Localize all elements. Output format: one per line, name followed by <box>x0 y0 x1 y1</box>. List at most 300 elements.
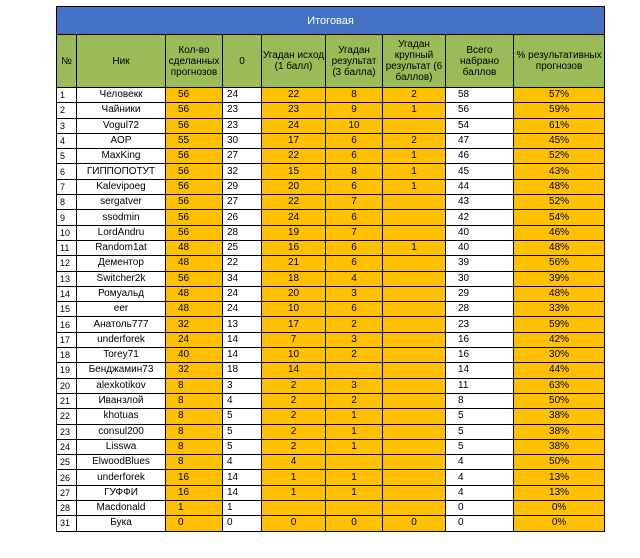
table-row <box>57 271 605 286</box>
cell-outcome: 22 <box>262 88 326 103</box>
cell-total: 44 <box>446 179 514 194</box>
cell-zero: 14 <box>223 332 262 347</box>
cell-outcome: 24 <box>262 210 326 225</box>
cell-made: 56 <box>166 164 223 179</box>
table-row <box>57 118 605 133</box>
cell-zero: 14 <box>223 348 262 363</box>
table-row <box>57 516 605 531</box>
table-row <box>57 439 605 454</box>
cell-made: 8 <box>166 439 223 454</box>
cell-num: 9 <box>57 210 77 225</box>
cell-outcome: 19 <box>262 225 326 240</box>
cell-zero: 24 <box>223 286 262 301</box>
cell-zero: 4 <box>223 393 262 408</box>
table-row <box>57 88 605 103</box>
cell-num: 19 <box>57 363 77 378</box>
cell-num: 8 <box>57 195 77 210</box>
cell-result: 6 <box>326 240 383 255</box>
cell-nick: Switcher2k <box>77 271 166 286</box>
table-row <box>57 348 605 363</box>
table-row <box>57 149 605 164</box>
header-num: № <box>57 35 77 88</box>
cell-nick: Vogul72 <box>77 118 166 133</box>
cell-num: 27 <box>57 485 77 500</box>
cell-num: 2 <box>57 103 77 118</box>
table-row <box>57 470 605 485</box>
cell-nick: ElwoodBlues <box>77 455 166 470</box>
cell-nick: Torey71 <box>77 348 166 363</box>
cell-nick: Lisswa <box>77 439 166 454</box>
cell-made: 0 <box>166 516 223 531</box>
header-pct: % результативных прогнозов <box>514 35 605 88</box>
cell-pct: 52% <box>514 149 605 164</box>
header-zero: 0 <box>223 35 262 88</box>
cell-nick: Macdonald <box>77 501 166 516</box>
cell-outcome: 10 <box>262 348 326 363</box>
cell-pct: 38% <box>514 409 605 424</box>
cell-big <box>383 332 446 347</box>
cell-nick: ssodmin <box>77 210 166 225</box>
header-outcome: Угадан исход (1 балл) <box>262 35 326 88</box>
cell-zero: 26 <box>223 210 262 225</box>
cell-pct: 43% <box>514 164 605 179</box>
cell-num: 7 <box>57 179 77 194</box>
header-nick: Ник <box>77 35 166 88</box>
cell-zero: 32 <box>223 164 262 179</box>
cell-total: 43 <box>446 195 514 210</box>
cell-made: 56 <box>166 103 223 118</box>
cell-num: 14 <box>57 286 77 301</box>
cell-nick: ГУФФИ <box>77 485 166 500</box>
cell-nick: Random1at <box>77 240 166 255</box>
cell-pct: 48% <box>514 240 605 255</box>
cell-pct: 56% <box>514 256 605 271</box>
cell-nick: Бука <box>77 516 166 531</box>
cell-pct: 45% <box>514 133 605 148</box>
cell-outcome: 22 <box>262 149 326 164</box>
table-row <box>57 409 605 424</box>
cell-outcome: 14 <box>262 363 326 378</box>
cell-pct: 13% <box>514 470 605 485</box>
cell-made: 56 <box>166 271 223 286</box>
cell-made: 56 <box>166 210 223 225</box>
cell-big <box>383 409 446 424</box>
cell-outcome: 2 <box>262 424 326 439</box>
results-table-container <box>56 6 604 532</box>
cell-total: 5 <box>446 409 514 424</box>
cell-nick: Человекк <box>77 88 166 103</box>
cell-made: 16 <box>166 470 223 485</box>
cell-pct: 38% <box>514 439 605 454</box>
cell-result: 4 <box>326 271 383 286</box>
cell-num: 1 <box>57 88 77 103</box>
cell-result: 6 <box>326 210 383 225</box>
table-row <box>57 179 605 194</box>
cell-big <box>383 118 446 133</box>
cell-zero: 28 <box>223 225 262 240</box>
cell-result: 3 <box>326 332 383 347</box>
cell-num: 16 <box>57 317 77 332</box>
cell-outcome: 1 <box>262 485 326 500</box>
cell-total: 30 <box>446 271 514 286</box>
cell-big: 1 <box>383 240 446 255</box>
cell-big <box>383 195 446 210</box>
cell-result: 1 <box>326 470 383 485</box>
cell-total: 14 <box>446 363 514 378</box>
cell-pct: 42% <box>514 332 605 347</box>
cell-result: 3 <box>326 286 383 301</box>
cell-num: 22 <box>57 409 77 424</box>
cell-result: 8 <box>326 88 383 103</box>
cell-outcome: 17 <box>262 133 326 148</box>
cell-outcome: 21 <box>262 256 326 271</box>
cell-outcome: 20 <box>262 179 326 194</box>
cell-nick: ГИППОПОТУТ <box>77 164 166 179</box>
cell-total: 4 <box>446 455 514 470</box>
cell-num: 28 <box>57 501 77 516</box>
cell-pct: 61% <box>514 118 605 133</box>
cell-total: 40 <box>446 240 514 255</box>
cell-made: 56 <box>166 149 223 164</box>
cell-nick: Дементор <box>77 256 166 271</box>
cell-nick: alexkotikov <box>77 378 166 393</box>
table-row <box>57 195 605 210</box>
cell-nick: underforek <box>77 332 166 347</box>
cell-made: 48 <box>166 256 223 271</box>
cell-made: 40 <box>166 348 223 363</box>
cell-nick: sergatver <box>77 195 166 210</box>
table-row <box>57 485 605 500</box>
table-row <box>57 240 605 255</box>
cell-pct: 50% <box>514 393 605 408</box>
table-row <box>57 501 605 516</box>
cell-nick: Бенджамин73 <box>77 363 166 378</box>
cell-result: 7 <box>326 195 383 210</box>
cell-total: 39 <box>446 256 514 271</box>
cell-total: 58 <box>446 88 514 103</box>
cell-zero: 0 <box>223 516 262 531</box>
cell-total: 16 <box>446 348 514 363</box>
cell-outcome: 22 <box>262 195 326 210</box>
cell-num: 5 <box>57 149 77 164</box>
cell-made: 48 <box>166 286 223 301</box>
table-row <box>57 286 605 301</box>
cell-nick: MaxKing <box>77 149 166 164</box>
cell-nick: Ромуальд <box>77 286 166 301</box>
cell-outcome: 15 <box>262 164 326 179</box>
cell-total: 0 <box>446 516 514 531</box>
cell-pct: 46% <box>514 225 605 240</box>
cell-pct: 52% <box>514 195 605 210</box>
cell-outcome: 23 <box>262 103 326 118</box>
cell-zero: 13 <box>223 317 262 332</box>
cell-total: 11 <box>446 378 514 393</box>
cell-pct: 54% <box>514 210 605 225</box>
cell-result: 7 <box>326 225 383 240</box>
cell-pct: 44% <box>514 363 605 378</box>
cell-pct: 13% <box>514 485 605 500</box>
cell-big <box>383 393 446 408</box>
cell-total: 4 <box>446 485 514 500</box>
cell-zero: 4 <box>223 455 262 470</box>
cell-result: 6 <box>326 302 383 317</box>
cell-total: 28 <box>446 302 514 317</box>
cell-total: 42 <box>446 210 514 225</box>
cell-result: 6 <box>326 133 383 148</box>
cell-made: 32 <box>166 317 223 332</box>
table-row <box>57 363 605 378</box>
cell-made: 8 <box>166 378 223 393</box>
cell-nick: khotuas <box>77 409 166 424</box>
cell-result: 2 <box>326 317 383 332</box>
cell-made: 55 <box>166 133 223 148</box>
cell-big <box>383 439 446 454</box>
header-row <box>57 35 605 88</box>
cell-outcome: 2 <box>262 409 326 424</box>
cell-result: 6 <box>326 256 383 271</box>
cell-num: 10 <box>57 225 77 240</box>
cell-made: 24 <box>166 332 223 347</box>
cell-zero: 3 <box>223 378 262 393</box>
cell-nick: consul200 <box>77 424 166 439</box>
cell-total: 16 <box>446 332 514 347</box>
table-row <box>57 164 605 179</box>
table-row <box>57 256 605 271</box>
cell-total: 56 <box>446 103 514 118</box>
table-row <box>57 302 605 317</box>
cell-result: 6 <box>326 179 383 194</box>
cell-result: 1 <box>326 439 383 454</box>
cell-result: 9 <box>326 103 383 118</box>
cell-zero: 27 <box>223 195 262 210</box>
cell-total: 5 <box>446 439 514 454</box>
cell-zero: 23 <box>223 118 262 133</box>
cell-zero: 22 <box>223 256 262 271</box>
cell-big <box>383 286 446 301</box>
cell-pct: 59% <box>514 317 605 332</box>
cell-made: 1 <box>166 501 223 516</box>
cell-zero: 14 <box>223 470 262 485</box>
table-row <box>57 424 605 439</box>
cell-total: 0 <box>446 501 514 516</box>
table-row <box>57 455 605 470</box>
cell-big: 2 <box>383 133 446 148</box>
results-table <box>56 6 605 532</box>
cell-outcome: 1 <box>262 470 326 485</box>
header-total: Всего набрано баллов <box>446 35 514 88</box>
cell-zero: 18 <box>223 363 262 378</box>
cell-big <box>383 256 446 271</box>
header-big: Угадан крупный результат (6 баллов) <box>383 35 446 88</box>
cell-result: 1 <box>326 485 383 500</box>
cell-result: 1 <box>326 424 383 439</box>
cell-nick: underforek <box>77 470 166 485</box>
cell-big <box>383 348 446 363</box>
cell-made: 56 <box>166 195 223 210</box>
cell-num: 24 <box>57 439 77 454</box>
cell-made: 56 <box>166 225 223 240</box>
cell-total: 29 <box>446 286 514 301</box>
cell-num: 31 <box>57 516 77 531</box>
table-row <box>57 210 605 225</box>
cell-zero: 29 <box>223 179 262 194</box>
cell-result <box>326 363 383 378</box>
header-result: Угадан результат (3 балла) <box>326 35 383 88</box>
cell-zero: 25 <box>223 240 262 255</box>
cell-total: 5 <box>446 424 514 439</box>
cell-made: 8 <box>166 409 223 424</box>
cell-result <box>326 501 383 516</box>
cell-result: 1 <box>326 409 383 424</box>
cell-num: 13 <box>57 271 77 286</box>
cell-pct: 38% <box>514 424 605 439</box>
cell-total: 45 <box>446 164 514 179</box>
table-row <box>57 393 605 408</box>
cell-big <box>383 378 446 393</box>
cell-nick: Анатоль777 <box>77 317 166 332</box>
cell-nick: АОР <box>77 133 166 148</box>
table-row <box>57 225 605 240</box>
cell-made: 56 <box>166 179 223 194</box>
cell-nick: Иванзлой <box>77 393 166 408</box>
cell-pct: 59% <box>514 103 605 118</box>
cell-zero: 34 <box>223 271 262 286</box>
cell-made: 8 <box>166 424 223 439</box>
cell-num: 12 <box>57 256 77 271</box>
table-row <box>57 317 605 332</box>
table-title: Итоговая <box>57 7 605 35</box>
cell-total: 8 <box>446 393 514 408</box>
cell-pct: 50% <box>514 455 605 470</box>
cell-total: 40 <box>446 225 514 240</box>
cell-num: 11 <box>57 240 77 255</box>
cell-nick: Kalevipoeg <box>77 179 166 194</box>
cell-total: 46 <box>446 149 514 164</box>
cell-total: 23 <box>446 317 514 332</box>
cell-num: 17 <box>57 332 77 347</box>
table-row <box>57 378 605 393</box>
cell-total: 47 <box>446 133 514 148</box>
cell-num: 26 <box>57 470 77 485</box>
cell-nick: eer <box>77 302 166 317</box>
cell-num: 6 <box>57 164 77 179</box>
cell-big <box>383 225 446 240</box>
cell-big <box>383 455 446 470</box>
cell-made: 56 <box>166 88 223 103</box>
cell-zero: 14 <box>223 485 262 500</box>
cell-outcome: 16 <box>262 240 326 255</box>
cell-outcome: 2 <box>262 393 326 408</box>
cell-big: 2 <box>383 88 446 103</box>
cell-result <box>326 455 383 470</box>
cell-pct: 0% <box>514 516 605 531</box>
cell-num: 21 <box>57 393 77 408</box>
cell-outcome: 10 <box>262 302 326 317</box>
cell-result: 2 <box>326 393 383 408</box>
cell-pct: 57% <box>514 88 605 103</box>
cell-outcome: 24 <box>262 118 326 133</box>
cell-zero: 24 <box>223 302 262 317</box>
cell-nick: LordAndru <box>77 225 166 240</box>
cell-result: 3 <box>326 378 383 393</box>
cell-made: 48 <box>166 302 223 317</box>
cell-pct: 30% <box>514 348 605 363</box>
cell-outcome: 17 <box>262 317 326 332</box>
cell-made: 32 <box>166 363 223 378</box>
cell-big: 0 <box>383 516 446 531</box>
cell-zero: 5 <box>223 409 262 424</box>
table-row <box>57 103 605 118</box>
cell-result: 8 <box>326 164 383 179</box>
table-row <box>57 133 605 148</box>
cell-zero: 1 <box>223 501 262 516</box>
cell-big <box>383 470 446 485</box>
cell-pct: 63% <box>514 378 605 393</box>
cell-result: 10 <box>326 118 383 133</box>
cell-total: 4 <box>446 470 514 485</box>
cell-outcome: 20 <box>262 286 326 301</box>
cell-big: 1 <box>383 103 446 118</box>
cell-result: 6 <box>326 149 383 164</box>
cell-big: 1 <box>383 164 446 179</box>
cell-big <box>383 363 446 378</box>
cell-made: 56 <box>166 118 223 133</box>
cell-made: 48 <box>166 240 223 255</box>
header-made: Кол-во сделанных прогнозов <box>166 35 223 88</box>
cell-big: 1 <box>383 149 446 164</box>
cell-pct: 48% <box>514 179 605 194</box>
cell-zero: 5 <box>223 439 262 454</box>
cell-big <box>383 317 446 332</box>
cell-nick: Чайники <box>77 103 166 118</box>
cell-num: 25 <box>57 455 77 470</box>
cell-pct: 33% <box>514 302 605 317</box>
cell-num: 15 <box>57 302 77 317</box>
cell-num: 20 <box>57 378 77 393</box>
cell-num: 3 <box>57 118 77 133</box>
cell-outcome: 2 <box>262 378 326 393</box>
cell-pct: 48% <box>514 286 605 301</box>
cell-num: 4 <box>57 133 77 148</box>
cell-outcome: 7 <box>262 332 326 347</box>
cell-big <box>383 302 446 317</box>
cell-big <box>383 485 446 500</box>
cell-num: 23 <box>57 424 77 439</box>
cell-big: 1 <box>383 179 446 194</box>
cell-outcome: 4 <box>262 455 326 470</box>
cell-zero: 24 <box>223 88 262 103</box>
cell-big <box>383 501 446 516</box>
cell-zero: 30 <box>223 133 262 148</box>
cell-made: 8 <box>166 393 223 408</box>
cell-made: 16 <box>166 485 223 500</box>
cell-pct: 39% <box>514 271 605 286</box>
cell-total: 54 <box>446 118 514 133</box>
cell-result: 2 <box>326 348 383 363</box>
cell-num: 18 <box>57 348 77 363</box>
cell-outcome: 18 <box>262 271 326 286</box>
cell-big <box>383 271 446 286</box>
cell-big <box>383 210 446 225</box>
cell-outcome: 0 <box>262 516 326 531</box>
cell-zero: 23 <box>223 103 262 118</box>
cell-pct: 0% <box>514 501 605 516</box>
cell-made: 8 <box>166 455 223 470</box>
cell-zero: 27 <box>223 149 262 164</box>
cell-zero: 5 <box>223 424 262 439</box>
table-body <box>57 88 605 532</box>
cell-outcome <box>262 501 326 516</box>
